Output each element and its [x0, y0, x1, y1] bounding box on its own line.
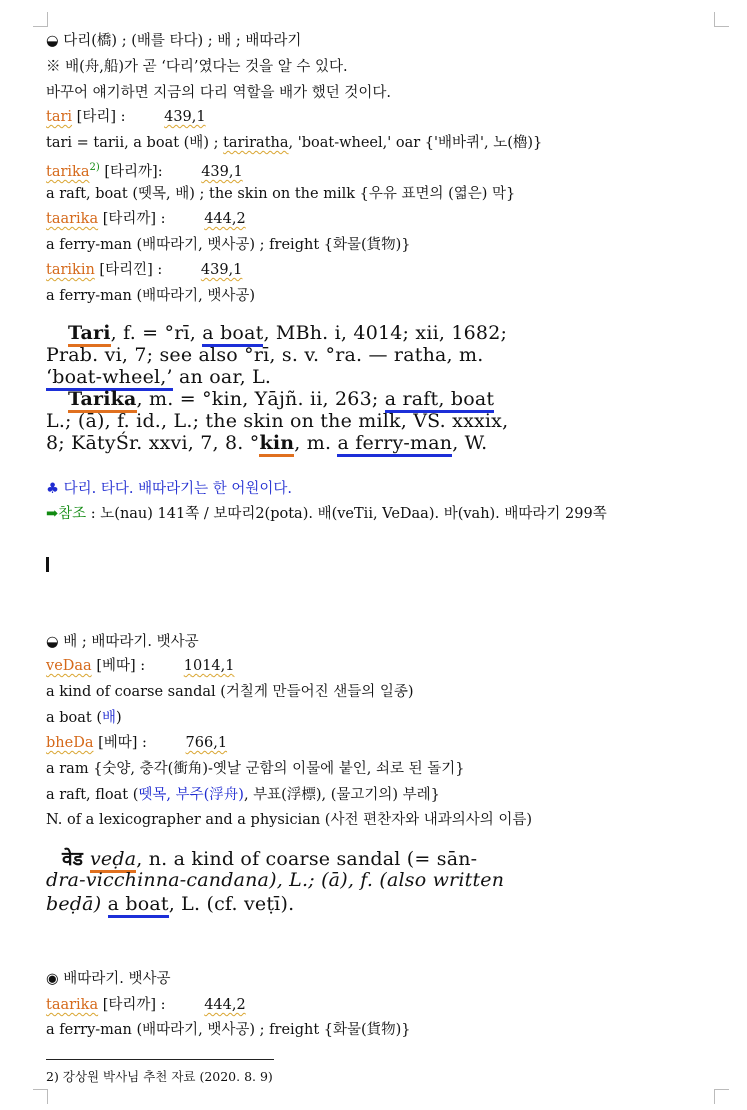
crop-mark-bottom-right [714, 1089, 729, 1104]
definition-taarika-2: a ferry-man (배따라기, 뱃사공) ; freight {화물(貨物)} [46, 1022, 411, 1038]
page-ref: 444,2 [204, 211, 246, 227]
entry-taarika-2 [46, 995, 246, 1015]
term-tarika: tarika [46, 163, 90, 180]
term-taarika: taarika [46, 211, 99, 227]
page-ref: 439,1 [200, 262, 243, 278]
footnote: 2) 강상원 박사님 추천 자료 (2020. 8. 9) [46, 1069, 273, 1084]
page-ref: 766,1 [185, 735, 228, 751]
entry-taarika [46, 209, 246, 229]
dictionary-scan-1: Tari, f. = °rī, a boat, MBh. i, 4014; xii, 1682; Prab. vi, 7; see also °rī, s. v. °ra. — ratha, m. ‘boat-wheel,’ an oar, L. Tarika, m. = °kin, Yājñ. ii, 263; a raft, boat L.; (ā), f. id., L.; the skin on the milk, VS. xxxix, 8; KātyŚr. xxvi, 7, 8. °kin, m. a ferry-man, W. [46, 322, 496, 452]
definition-veDaa-1: a kind of coarse sandal (거칠게 만들어진 샌들의 일종) [46, 684, 414, 700]
page-ref: 439,1 [201, 163, 243, 180]
entry-tarikin [46, 260, 242, 280]
reading: [타리까]: [99, 163, 163, 180]
term-tarikin: tarikin [46, 262, 95, 278]
crop-mark-top-left [33, 12, 48, 27]
reading: [타리까] : [102, 211, 166, 227]
reading: [타리까] : [102, 997, 166, 1013]
entry-tari [46, 107, 206, 127]
page-ref: 1014,1 [183, 658, 235, 674]
term-taarika: taarika [46, 997, 99, 1013]
definition-tari: tari = tarii, a boat (배) ; tariratha, 'boat-wheel,' oar {'배바퀴', 노(櫓)} [46, 135, 543, 151]
see-also [46, 504, 607, 524]
reading: [타리] : [76, 109, 126, 125]
term-veDaa: veDaa [46, 658, 92, 674]
entry-tarika [46, 158, 243, 182]
definition-bheDa-1: a ram {숫양, 충각(衝角)-옛날 군함의 이물에 붙인, 쇠로 된 돌기} [46, 761, 465, 777]
footnote-mark[interactable]: 2) [89, 162, 100, 173]
tariratha-link: tariratha [223, 135, 289, 151]
dictionary-scan-2: वेड veḍa, n. a kind of coarse sandal (= sān- dra-vicchinna-candana), L.; (ā), f. (also written beḍā) a boat, L. (cf. veṭī). [46, 845, 506, 917]
reading: [베따] : [98, 735, 147, 751]
page-ref: 439,1 [164, 109, 206, 125]
definition-bheDa-3: N. of a lexicographer and a physician (사전 편찬자와 내과의사의 이름) [46, 812, 533, 828]
term-tari: tari [46, 109, 73, 125]
section1-note2: 바꾸어 얘기하면 지금의 다리 역할을 배가 했던 것이다. [46, 85, 392, 101]
definition-bheDa-2: a raft, float (뗏목, 부주(浮舟), 부표(浮標), (물고기의) 부레} [46, 787, 440, 803]
section2-heading: ◒ 배 ; 배따라기. 뱃사공 [46, 634, 199, 650]
definition-taarika: a ferry-man (배따라기, 뱃사공) ; freight {화물(貨物)} [46, 237, 411, 253]
term-bheDa: bheDa [46, 735, 94, 751]
conclusion: ♣ 다리. 타다. 배따라기는 한 어원이다. [46, 481, 292, 497]
crop-mark-top-right [714, 12, 729, 27]
section1-heading: ◒ 다리(橋) ; (배를 타다) ; 배 ; 배따라기 [46, 33, 302, 49]
entry-veDaa [46, 656, 235, 676]
reading: [타리낀] : [99, 262, 163, 278]
crop-mark-bottom-left [33, 1089, 48, 1104]
footnote-divider [46, 1059, 274, 1060]
page-ref: 444,2 [204, 997, 246, 1013]
definition-veDaa-2: a boat (배) [46, 710, 122, 726]
section3-heading: ◉ 배따라기. 뱃사공 [46, 971, 171, 987]
reading: [베따] : [96, 658, 146, 674]
entry-bheDa [46, 733, 227, 753]
see-also-label: ➡참조 [46, 506, 87, 522]
definition-tarika: a raft, boat (뗏목, 배) ; the skin on the milk {우유 표면의 (엷은) 막} [46, 186, 516, 202]
section1-note1: ※ 배(舟,船)가 곧 ‘다리’였다는 것을 알 수 있다. [46, 59, 348, 75]
definition-tarikin: a ferry-man (배따라기, 뱃사공) [46, 288, 256, 304]
see-also-text: : 노(nau) 141쪽 / 보따리2(pota). 배(veTii, VeDaa). 바(vah). 배따라기 299쪽 [86, 506, 607, 522]
text-cursor [46, 557, 49, 572]
